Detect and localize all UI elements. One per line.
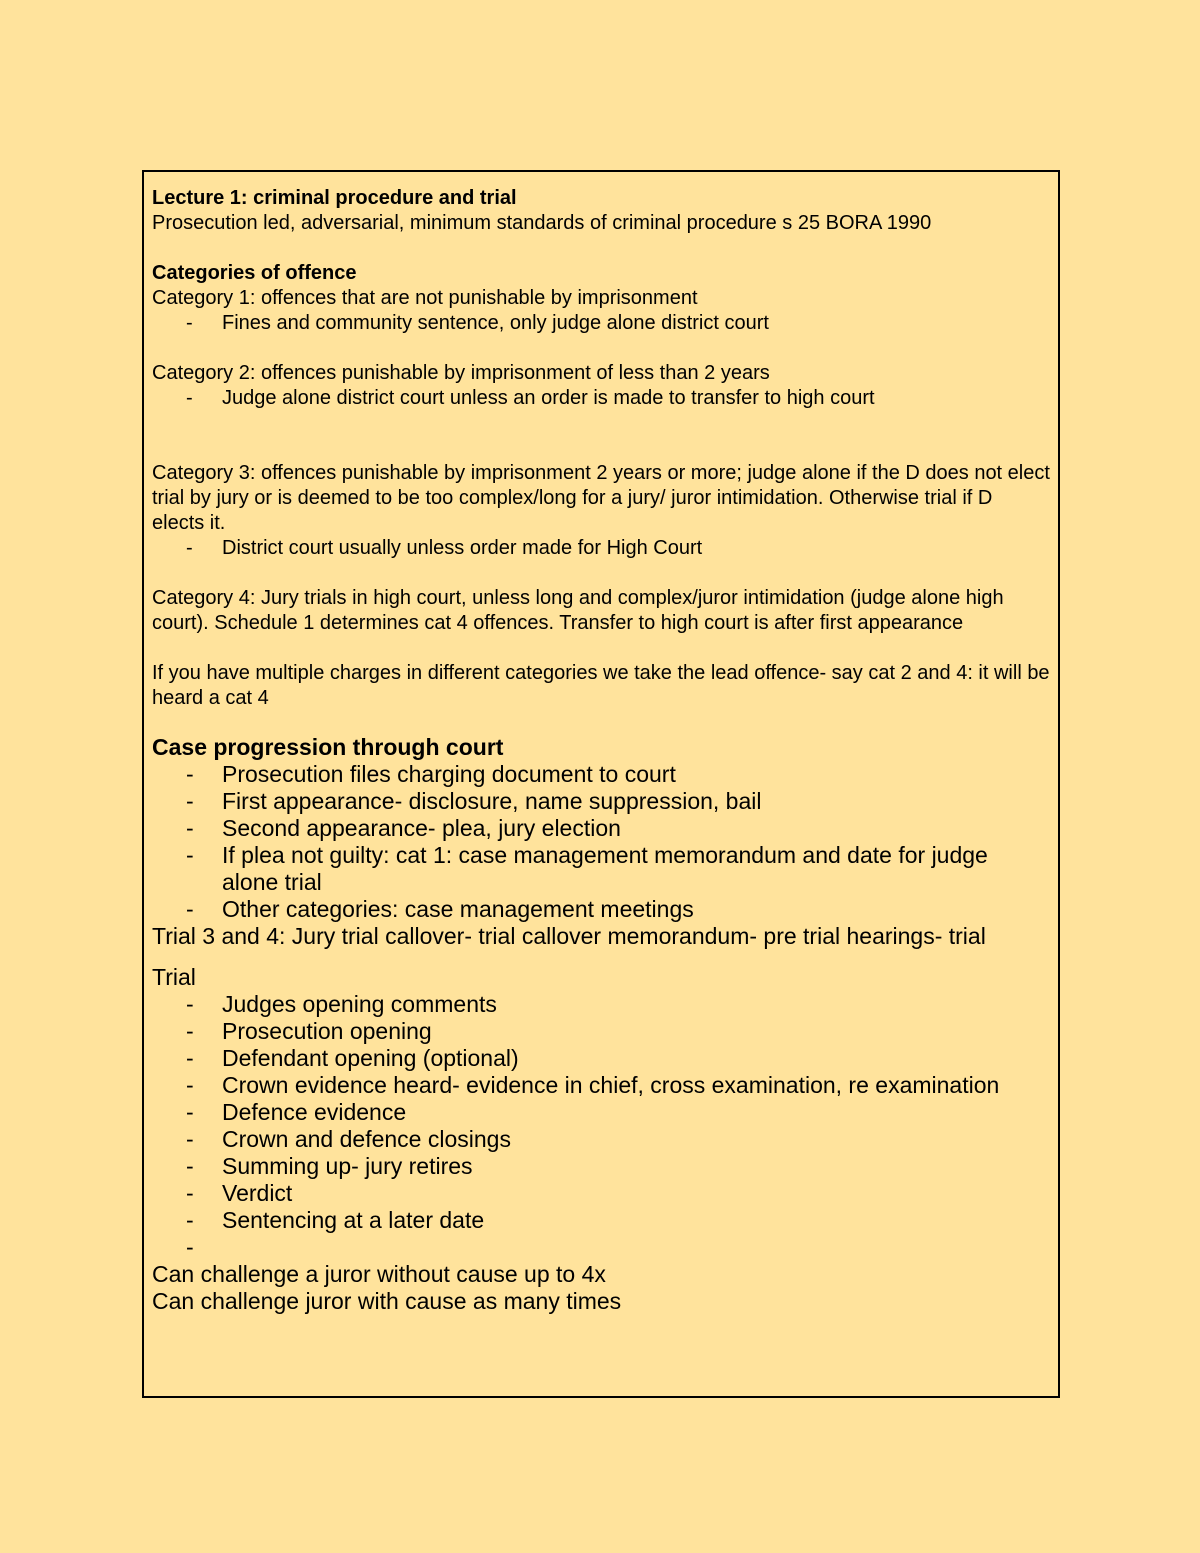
list-item: - Defendant opening (optional) xyxy=(186,1045,519,1071)
list-item: - District court usually unless order made for High Court xyxy=(186,537,703,559)
list-item: - Prosecution opening xyxy=(186,1018,432,1044)
lecture-notes-box xyxy=(142,170,1060,1398)
juror-challenge-with-cause: Can challenge juror with cause as many times xyxy=(152,1288,622,1314)
list-item: - Judges opening comments xyxy=(186,991,497,1017)
list-item: - Verdict xyxy=(186,1180,293,1206)
progression-heading: Case progression through court xyxy=(152,734,504,760)
list-item: - First appearance- disclosure, name suppression, bail xyxy=(186,788,762,814)
category-2-bullets xyxy=(152,386,1050,411)
lecture-section xyxy=(152,186,1050,711)
list-item: - Second appearance- plea, jury election xyxy=(186,815,621,841)
progression-section xyxy=(152,734,1050,1315)
juror-challenge-without-cause: Can challenge a juror without cause up to 4x xyxy=(152,1261,606,1287)
category-1-bullets xyxy=(152,311,1050,336)
category-3-text: Category 3: offences punishable by imprisonment 2 years or more; judge alone if the D does not elect trial by jury or is deemed to be too complex/long for a jury/ juror intimidation. Otherwise trial if D elects it. xyxy=(152,462,1050,534)
list-item: - Other categories: case management meetings xyxy=(186,896,694,922)
list-item: - If plea not guilty: cat 1: case management memorandum and date for judge alone trial xyxy=(186,842,988,895)
trial-bullets xyxy=(152,991,1050,1261)
progression-bullets xyxy=(152,761,1050,923)
list-item: - Summing up- jury retires xyxy=(186,1153,473,1179)
multiple-charges-note: If you have multiple charges in different categories we take the lead offence- say cat 2 and 4: it will be heard a cat 4 xyxy=(152,662,1050,709)
category-2-text: Category 2: offences punishable by imprisonment of less than 2 years xyxy=(152,362,770,384)
list-item: - Crown evidence heard- evidence in chief, cross examination, re examination xyxy=(186,1072,1000,1098)
lecture-title: Lecture 1: criminal procedure and trial xyxy=(152,187,517,209)
list-item: - xyxy=(186,1234,194,1260)
list-item: - Sentencing at a later date xyxy=(186,1207,485,1233)
category-1-text: Category 1: offences that are not punishable by imprisonment xyxy=(152,287,698,309)
list-item: - Defence evidence xyxy=(186,1099,407,1125)
categories-heading: Categories of offence xyxy=(152,262,357,284)
category-4-text: Category 4: Jury trials in high court, unless long and complex/juror intimidation (judge alone high court). Schedule 1 determines cat 4 offences. Transfer to high court is after first appearance xyxy=(152,587,1004,634)
category-3-bullets xyxy=(152,536,1050,561)
lecture-intro: Prosecution led, adversarial, minimum standards of criminal procedure s 25 BORA 1990 xyxy=(152,212,932,234)
list-item: - Crown and defence closings xyxy=(186,1126,511,1152)
trial-3-4-note: Trial 3 and 4: Jury trial callover- trial callover memorandum- pre trial hearings- trial xyxy=(152,923,986,949)
list-item: - Judge alone district court unless an order is made to transfer to high court xyxy=(186,387,875,409)
trial-heading: Trial xyxy=(152,964,196,990)
list-item: - Fines and community sentence, only judge alone district court xyxy=(186,312,769,334)
list-item: - Prosecution files charging document to court xyxy=(186,761,676,787)
